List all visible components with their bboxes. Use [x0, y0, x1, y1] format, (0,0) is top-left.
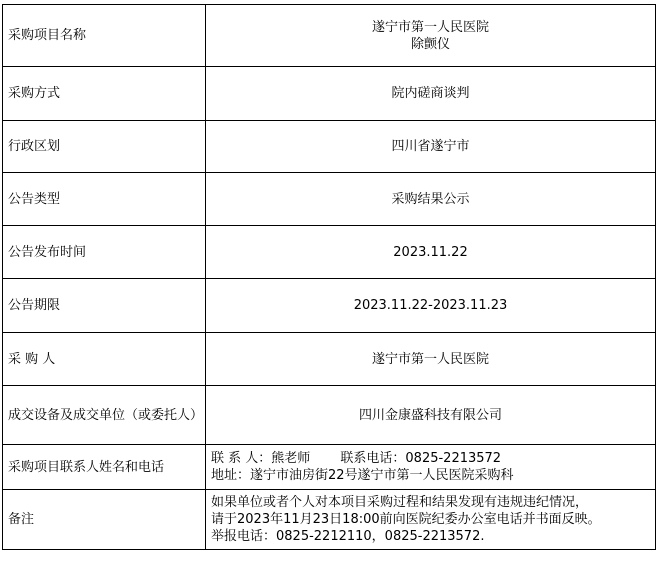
- table-row: [3, 490, 656, 550]
- row-label: 公告期限: [3, 279, 206, 333]
- row-value: [206, 445, 656, 490]
- row-label: 采购项目名称: [3, 5, 206, 67]
- value-line: 地址：遂宁市油房街22号遂宁市第一人民医院采购科: [211, 468, 514, 483]
- value-line: 遂宁市第一人民医院: [371, 351, 489, 367]
- table-row: [3, 226, 656, 279]
- row-label: 采 购 人: [3, 333, 206, 386]
- table-row: [3, 279, 656, 333]
- row-value: [206, 279, 656, 333]
- value-line: 请于2023年11月23日18:00前向医院纪委办公室电话并书面反映。: [211, 512, 601, 527]
- value-line: 四川金康盛科技有限公司: [358, 407, 502, 423]
- row-value: [206, 386, 656, 445]
- value-line: 遂宁市第一人民医院: [371, 19, 489, 35]
- value-line: 举报电话：0825-2212110，0825-2213572.: [211, 529, 485, 544]
- row-label: 采购项目联系人姓名和电话: [3, 445, 206, 490]
- table-row: [3, 445, 656, 490]
- value-line: 除颤仪: [410, 36, 450, 52]
- value-line: 如果单位或者个人对本项目采购过程和结果发现有违规违纪情况，: [211, 495, 589, 510]
- row-label: 成交设备及成交单位（或委托人）: [3, 386, 206, 445]
- row-label: 公告类型: [3, 173, 206, 226]
- row-value: [206, 67, 656, 121]
- row-label: 公告发布时间: [3, 226, 206, 279]
- row-value: [206, 121, 656, 173]
- table-row: [3, 121, 656, 173]
- procurement-notice-table: [2, 4, 656, 550]
- table-row: [3, 333, 656, 386]
- table-row: [3, 386, 656, 445]
- value-line: 2023.11.22-2023.11.23: [353, 298, 508, 313]
- row-label: 行政区划: [3, 121, 206, 173]
- row-value: [206, 5, 656, 67]
- row-value: [206, 226, 656, 279]
- row-value: [206, 173, 656, 226]
- value-line: 院内磋商谈判: [391, 86, 470, 101]
- table-row: [3, 67, 656, 121]
- row-value: [206, 333, 656, 386]
- row-label: 采购方式: [3, 67, 206, 121]
- value-line: 四川省遂宁市: [391, 139, 470, 154]
- value-line: 采购结果公示: [391, 191, 470, 207]
- row-value: [206, 490, 656, 550]
- table-row: [3, 5, 656, 67]
- value-line: 联 系 人：熊老师 联系电话：0825-2213572: [211, 451, 502, 466]
- value-line: 2023.11.22: [393, 244, 468, 260]
- row-label: 备注: [3, 490, 206, 550]
- table-row: [3, 173, 656, 226]
